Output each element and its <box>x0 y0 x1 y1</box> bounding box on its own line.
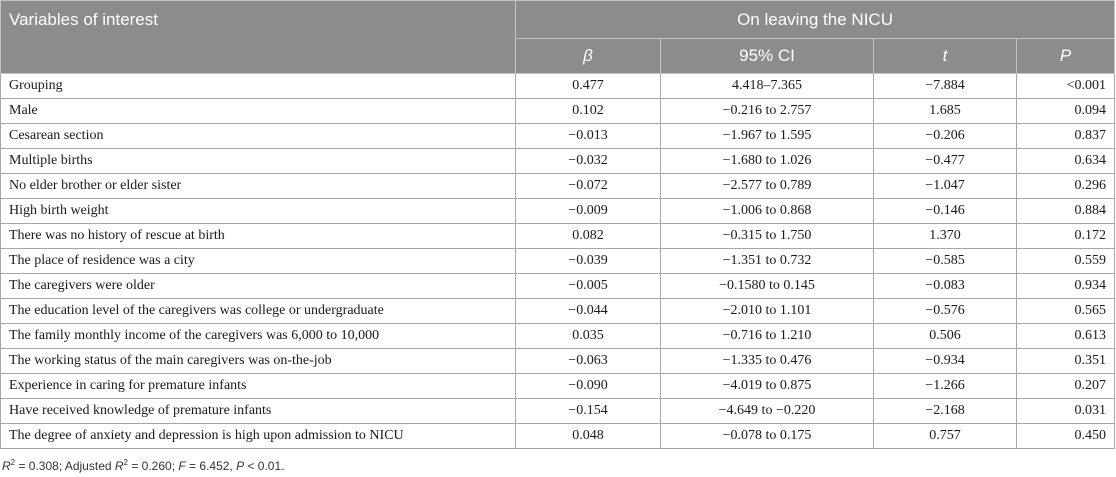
ci-cell: −1.335 to 0.476 <box>661 349 874 374</box>
ci-cell: 4.418–7.365 <box>661 74 874 99</box>
table-row <box>1 74 1115 99</box>
table-row <box>1 199 1115 224</box>
beta-cell: −0.063 <box>516 349 661 374</box>
f-value: = 6.452, <box>185 459 237 473</box>
adjusted-r2-value: = 0.260; <box>128 459 179 473</box>
variable-cell: There was no history of rescue at birth <box>1 224 516 249</box>
r2-symbol: R <box>2 459 11 473</box>
table-row <box>1 299 1115 324</box>
t-cell: −0.585 <box>874 249 1017 274</box>
t-cell: −0.206 <box>874 124 1017 149</box>
p-symbol: P <box>236 459 245 473</box>
t-cell: −7.884 <box>874 74 1017 99</box>
p-cell: 0.559 <box>1017 249 1115 274</box>
f-symbol: F <box>178 459 186 473</box>
p-cell: 0.450 <box>1017 424 1115 449</box>
t-cell: 0.757 <box>874 424 1017 449</box>
p-cell: 0.565 <box>1017 299 1115 324</box>
ci-cell: −0.315 to 1.750 <box>661 224 874 249</box>
beta-cell: 0.477 <box>516 74 661 99</box>
p-cell: 0.837 <box>1017 124 1115 149</box>
beta-cell: −0.090 <box>516 374 661 399</box>
variable-cell: The working status of the main caregivers was on-the-job <box>1 349 516 374</box>
beta-cell: −0.044 <box>516 299 661 324</box>
t-cell: 0.506 <box>874 324 1017 349</box>
t-cell: −0.576 <box>874 299 1017 324</box>
beta-cell: −0.072 <box>516 174 661 199</box>
variable-cell: Experience in caring for premature infants <box>1 374 516 399</box>
table-body <box>1 74 1115 449</box>
p-cell: 0.351 <box>1017 349 1115 374</box>
table-row <box>1 249 1115 274</box>
adjusted-r2-symbol: R <box>114 459 124 473</box>
table-row <box>1 374 1115 399</box>
beta-cell: −0.154 <box>516 399 661 424</box>
p-cell: 0.634 <box>1017 149 1115 174</box>
t-cell: −0.477 <box>874 149 1017 174</box>
ci-cell: −2.010 to 1.101 <box>661 299 874 324</box>
p-cell: 0.172 <box>1017 224 1115 249</box>
ci-cell: −1.967 to 1.595 <box>661 124 874 149</box>
beta-cell: −0.039 <box>516 249 661 274</box>
beta-cell: −0.032 <box>516 149 661 174</box>
adjusted-r2-exponent: 2 <box>123 458 128 467</box>
variable-cell: No elder brother or elder sister <box>1 174 516 199</box>
beta-cell: 0.082 <box>516 224 661 249</box>
table-header <box>1 1 1115 74</box>
p-header: P <box>1017 39 1115 74</box>
ci-cell: −4.019 to 0.875 <box>661 374 874 399</box>
p-cell: 0.934 <box>1017 274 1115 299</box>
beta-cell: 0.035 <box>516 324 661 349</box>
group-header: On leaving the NICU <box>516 1 1115 39</box>
p-cell: 0.031 <box>1017 399 1115 424</box>
table-row <box>1 124 1115 149</box>
p-cell: <0.001 <box>1017 74 1115 99</box>
t-cell: 1.685 <box>874 99 1017 124</box>
p-cell: 0.613 <box>1017 324 1115 349</box>
ci-cell: −1.006 to 0.868 <box>661 199 874 224</box>
table-row <box>1 174 1115 199</box>
variable-cell: The place of residence was a city <box>1 249 516 274</box>
table-footnote <box>2 458 284 473</box>
p-cell: 0.884 <box>1017 199 1115 224</box>
ci-cell: −0.078 to 0.175 <box>661 424 874 449</box>
t-cell: 1.370 <box>874 224 1017 249</box>
table-row <box>1 324 1115 349</box>
t-cell: −1.047 <box>874 174 1017 199</box>
beta-cell: −0.005 <box>516 274 661 299</box>
t-cell: −0.083 <box>874 274 1017 299</box>
variable-cell: The degree of anxiety and depression is high upon admission to NICU <box>1 424 516 449</box>
variable-cell: High birth weight <box>1 199 516 224</box>
ci-cell: −0.1580 to 0.145 <box>661 274 874 299</box>
t-cell: −2.168 <box>874 399 1017 424</box>
variable-cell: Grouping <box>1 74 516 99</box>
ci-cell: −0.216 to 2.757 <box>661 99 874 124</box>
table-row <box>1 224 1115 249</box>
beta-cell: −0.013 <box>516 124 661 149</box>
variable-cell: Multiple births <box>1 149 516 174</box>
variable-cell: The family monthly income of the caregivers was 6,000 to 10,000 <box>1 324 516 349</box>
ci-cell: −2.577 to 0.789 <box>661 174 874 199</box>
t-cell: −0.934 <box>874 349 1017 374</box>
r2-value: = 0.308; Adjusted <box>15 459 115 473</box>
variable-cell: Cesarean section <box>1 124 516 149</box>
r2-exponent: 2 <box>10 458 16 467</box>
t-cell: −0.146 <box>874 199 1017 224</box>
variable-cell: Male <box>1 99 516 124</box>
table-row <box>1 149 1115 174</box>
variable-cell: The education level of the caregivers was college or undergraduate <box>1 299 516 324</box>
table-row <box>1 424 1115 449</box>
variable-cell: The caregivers were older <box>1 274 516 299</box>
p-value: < 0.01. <box>244 459 285 473</box>
beta-cell: −0.009 <box>516 199 661 224</box>
variables-header: Variables of interest <box>1 1 516 74</box>
table-row <box>1 99 1115 124</box>
ci-header: 95% CI <box>661 39 874 74</box>
t-header: t <box>874 39 1017 74</box>
table-row <box>1 349 1115 374</box>
variable-cell: Have received knowledge of premature infants <box>1 399 516 424</box>
ci-cell: −1.680 to 1.026 <box>661 149 874 174</box>
beta-cell: 0.102 <box>516 99 661 124</box>
beta-cell: 0.048 <box>516 424 661 449</box>
t-cell: −1.266 <box>874 374 1017 399</box>
table-row <box>1 274 1115 299</box>
ci-cell: −0.716 to 1.210 <box>661 324 874 349</box>
p-cell: 0.296 <box>1017 174 1115 199</box>
ci-cell: −4.649 to −0.220 <box>661 399 874 424</box>
ci-cell: −1.351 to 0.732 <box>661 249 874 274</box>
beta-header: β <box>516 39 661 74</box>
header-row-group <box>1 1 1115 39</box>
table-row <box>1 399 1115 424</box>
p-cell: 0.207 <box>1017 374 1115 399</box>
p-cell: 0.094 <box>1017 99 1115 124</box>
